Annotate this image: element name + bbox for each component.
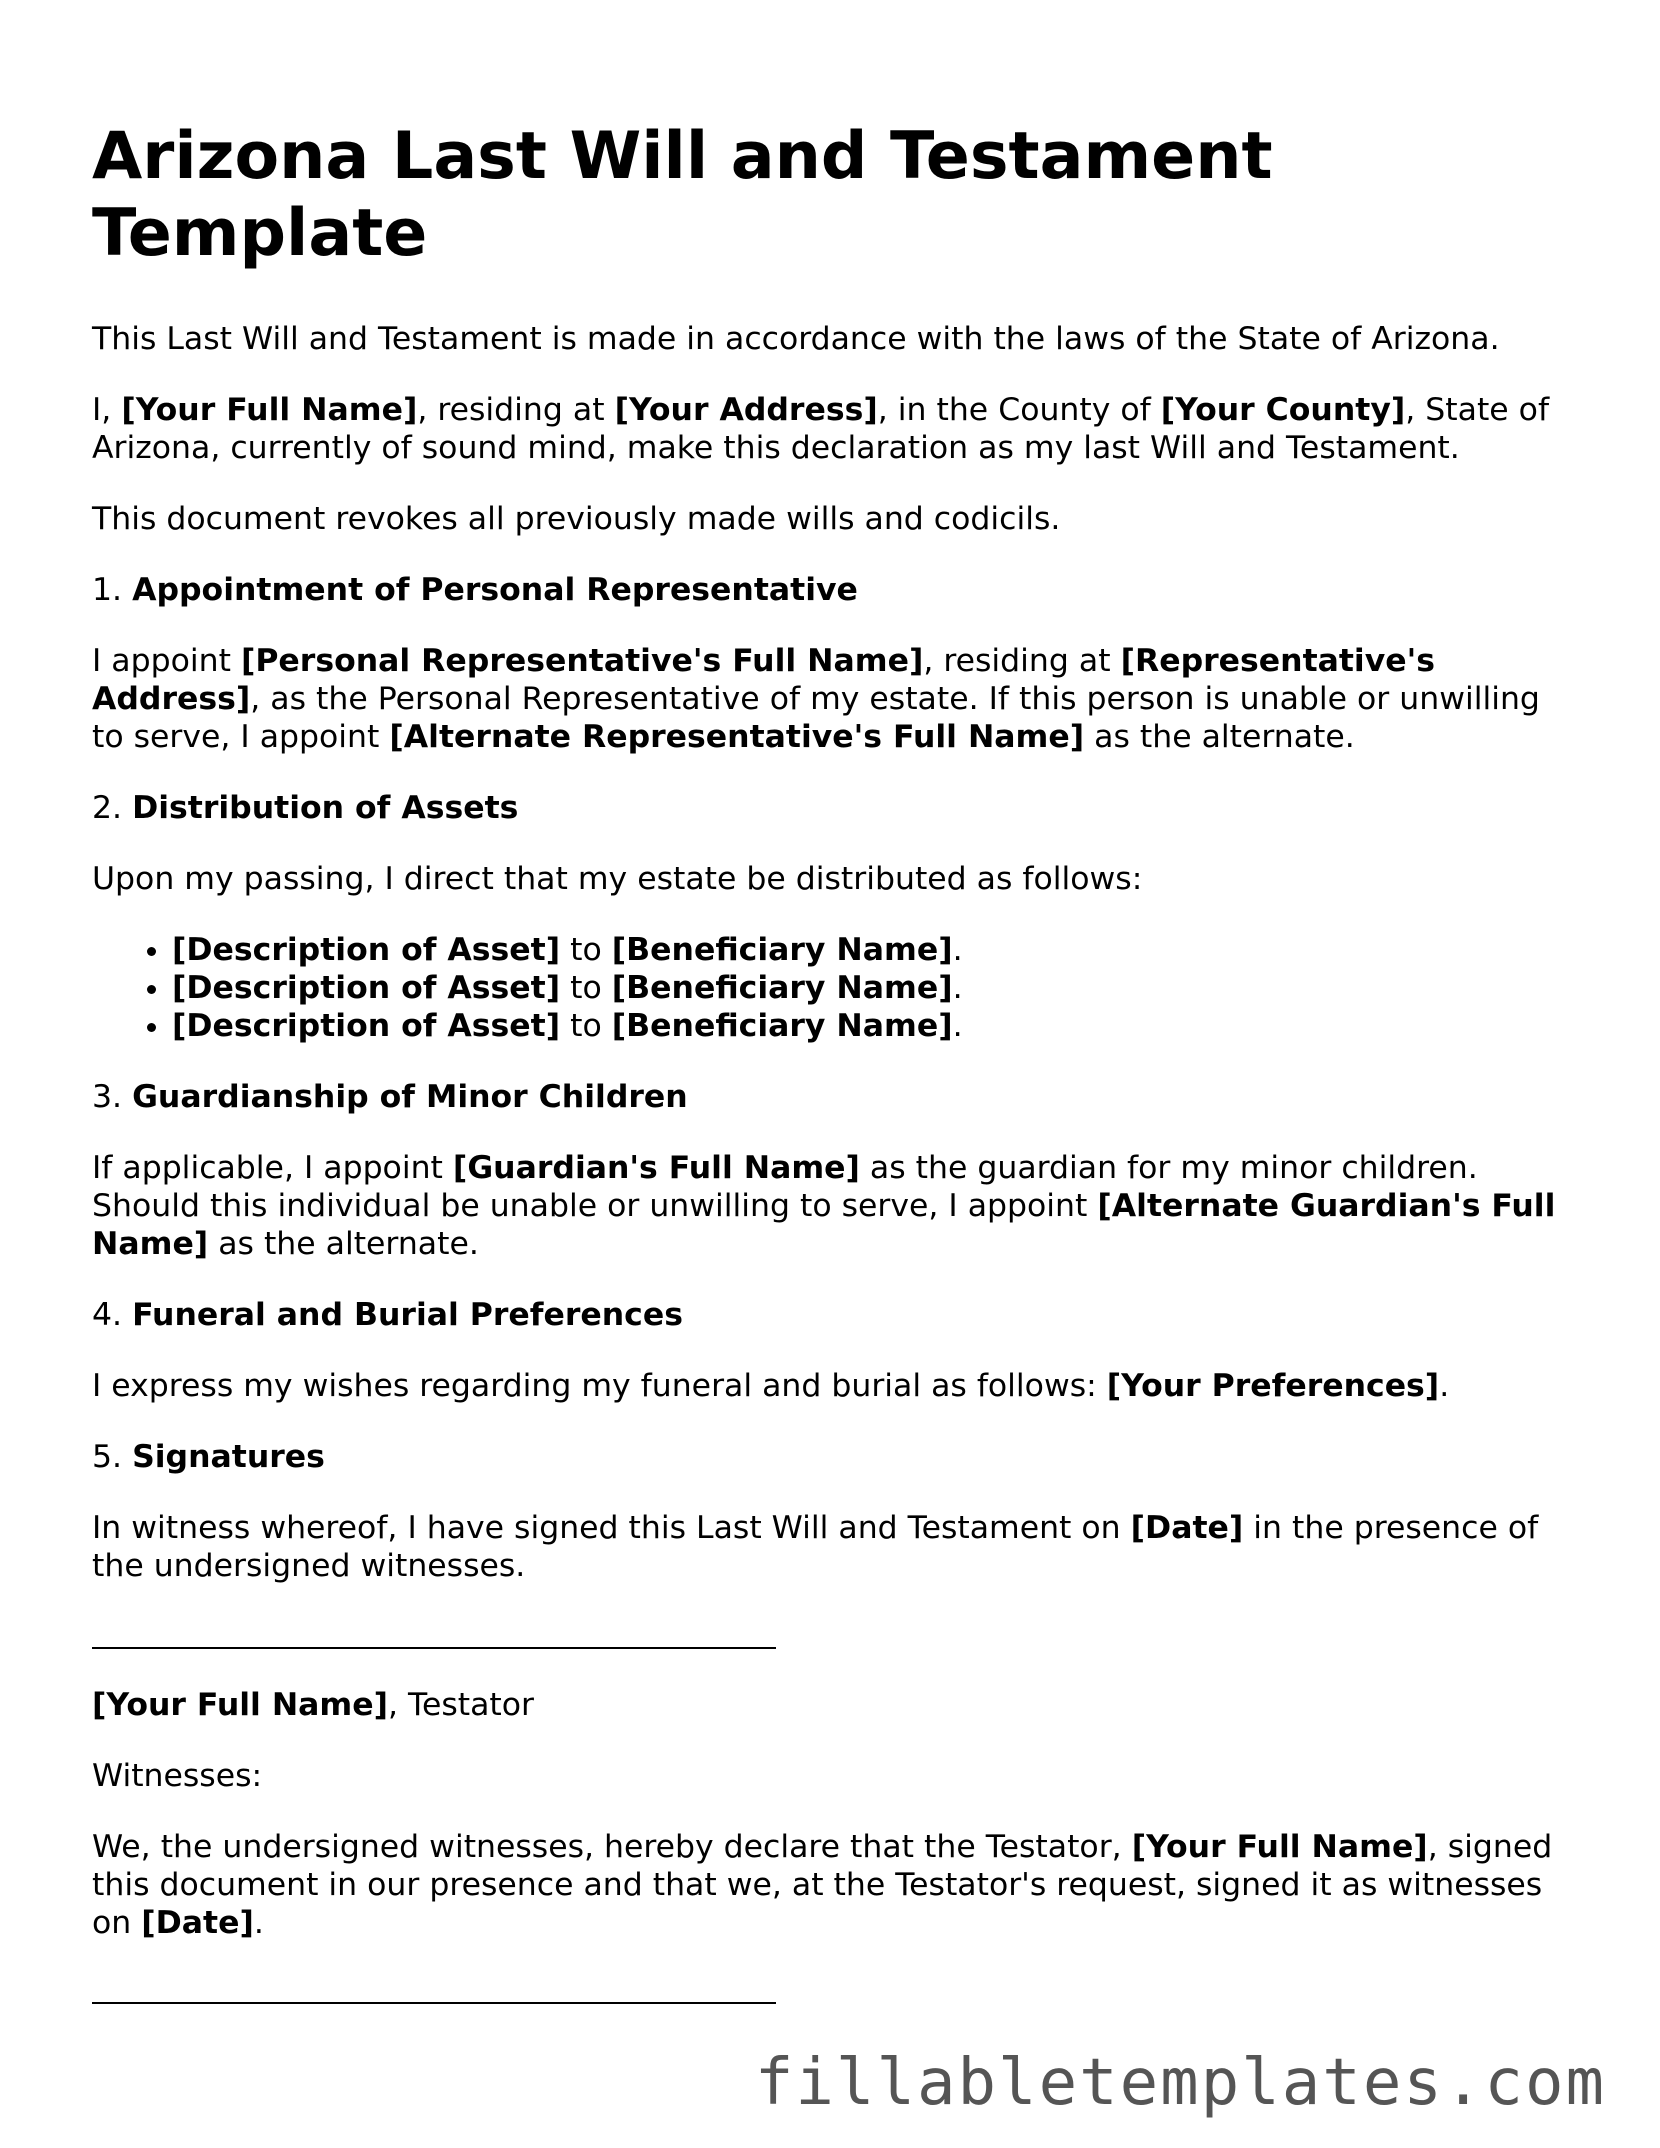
section-2-intro: Upon my passing, I direct that my estate be distributed as follows: <box>92 861 1143 897</box>
section-4-heading <box>92 1296 1572 1334</box>
asset-list <box>92 931 1572 1045</box>
intro-paragraph: This Last Will and Testament is made in accordance with the laws of the State of Arizona. <box>92 321 1500 357</box>
watermark: fillabletemplates.com <box>754 2046 1606 2120</box>
witnesses-label: Witnesses: <box>92 1758 263 1794</box>
text: , residing at <box>923 643 1121 679</box>
text: If applicable, I appoint <box>92 1150 453 1186</box>
section-1-heading <box>92 571 1572 609</box>
placeholder-alternate-representative: [Alternate Representative's Full Name] <box>389 719 1085 755</box>
text: . <box>952 932 963 968</box>
section-1-body <box>92 642 1572 756</box>
text: , signed this document in our presence and that we, at the Testator's request, signed it as witnesses on <box>92 1829 1553 1941</box>
declaration-paragraph <box>92 391 1572 467</box>
section-title: Appointment of Personal Representative <box>132 572 858 608</box>
page-title: Arizona Last Will and Testament Template <box>92 119 1273 271</box>
text: , as the Personal Representative of my estate. If this person is unable or unwilling to serve, I appoint <box>92 681 1540 755</box>
placeholder-guardian: [Guardian's Full Name] <box>452 1150 860 1186</box>
placeholder-full-name: [Your Full Name] <box>121 392 418 428</box>
placeholder-alternate-guardian: [Alternate Guardian's Full Name] <box>92 1188 1556 1262</box>
list-item <box>172 969 1572 1007</box>
text: We, the undersigned witnesses, hereby declare that the Testator, <box>92 1829 1132 1865</box>
witness-declaration <box>92 1828 1572 1942</box>
text: I, <box>92 392 122 428</box>
section-title: Funeral and Burial Preferences <box>132 1297 683 1333</box>
placeholder-beneficiary: [Beneficiary Name] <box>611 932 953 968</box>
section-title: Distribution of Assets <box>132 790 519 826</box>
placeholder-representative-address: [Representative's Address] <box>92 643 1436 717</box>
text: as the guardian for my minor children. Should this individual be unable or unwilling to serve, I appoint <box>92 1150 1478 1224</box>
list-item <box>172 1007 1572 1045</box>
section-3-heading <box>92 1078 1572 1116</box>
section-number: 1. <box>92 572 133 608</box>
section-number: 5. <box>92 1439 133 1475</box>
text: In witness whereof, I have signed this Last Will and Testament on <box>92 1510 1131 1546</box>
section-2-heading <box>92 789 1572 827</box>
placeholder-full-name: [Your Full Name] <box>1131 1829 1428 1865</box>
text: to <box>560 970 612 1006</box>
witness-signature-line[interactable] <box>92 2002 776 2004</box>
text: . <box>952 970 963 1006</box>
testator-caption <box>92 1686 1572 1724</box>
text: . <box>1439 1368 1450 1404</box>
text: I express my wishes regarding my funeral and burial as follows: <box>92 1368 1107 1404</box>
placeholder-asset: [Description of Asset] <box>172 970 561 1006</box>
section-number: 3. <box>92 1079 133 1115</box>
section-4-body <box>92 1367 1572 1405</box>
placeholder-beneficiary: [Beneficiary Name] <box>611 1008 953 1044</box>
section-number: 4. <box>92 1297 133 1333</box>
placeholder-asset: [Description of Asset] <box>172 932 561 968</box>
section-number: 2. <box>92 790 133 826</box>
list-item <box>172 931 1572 969</box>
placeholder-full-name: [Your Full Name] <box>92 1687 389 1723</box>
text: I appoint <box>92 643 241 679</box>
text: , in the County of <box>877 392 1161 428</box>
placeholder-asset: [Description of Asset] <box>172 1008 561 1044</box>
text: as the alternate. <box>208 1226 479 1262</box>
text: to <box>560 1008 612 1044</box>
section-5-body <box>92 1509 1572 1585</box>
text: as the alternate. <box>1084 719 1355 755</box>
text: , residing at <box>417 392 615 428</box>
placeholder-beneficiary: [Beneficiary Name] <box>611 970 953 1006</box>
section-3-body <box>92 1149 1572 1263</box>
placeholder-county: [Your County] <box>1160 392 1406 428</box>
placeholder-preferences: [Your Preferences] <box>1106 1368 1440 1404</box>
placeholder-address: [Your Address] <box>614 392 878 428</box>
testator-signature-line[interactable] <box>92 1647 776 1649</box>
section-title: Signatures <box>132 1439 325 1475</box>
placeholder-representative-name: [Personal Representative's Full Name] <box>240 643 924 679</box>
text: . <box>253 1905 264 1941</box>
document-page <box>92 118 1572 2041</box>
section-5-heading <box>92 1438 1572 1476</box>
text: , Testator <box>388 1687 534 1723</box>
text: in the presence of the undersigned witnesses. <box>92 1510 1539 1584</box>
placeholder-date: [Date] <box>1130 1510 1244 1546</box>
section-title: Guardianship of Minor Children <box>132 1079 688 1115</box>
placeholder-date: [Date] <box>141 1905 254 1941</box>
text: , State of Arizona, currently of sound mind, make this declaration as my last Will and Testament. <box>92 392 1550 466</box>
text: . <box>952 1008 963 1044</box>
revocation-paragraph: This document revokes all previously made wills and codicils. <box>92 501 1061 537</box>
text: to <box>560 932 612 968</box>
